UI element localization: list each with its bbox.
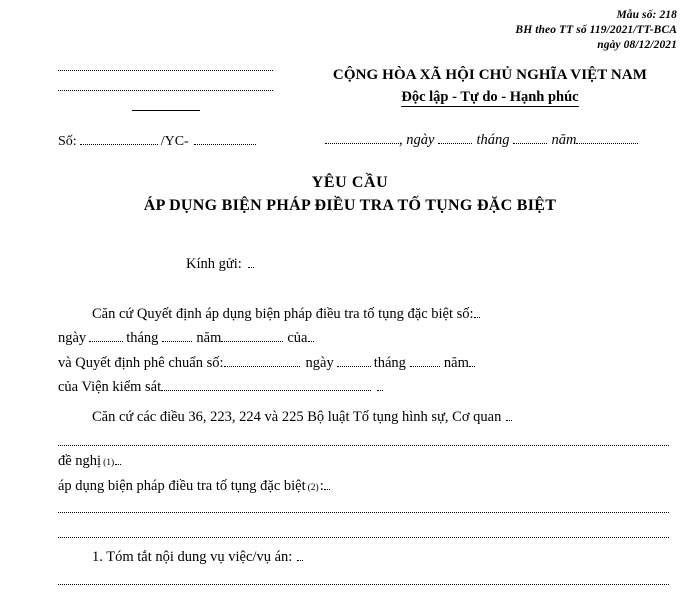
requesting-agency-input[interactable] xyxy=(506,410,512,421)
country-name: CỘNG HÒA XÃ HỘI CHỦ NGHĨA VIỆT NAM xyxy=(332,67,648,83)
section-1-label: 1. Tóm tắt nội dung vụ việc/vụ án: xyxy=(92,549,293,565)
recipient-field xyxy=(186,255,606,274)
agency-divider-rule xyxy=(132,110,200,111)
form-code-line-3: ngày 08/12/2021 xyxy=(597,39,677,51)
document-number-separator: /YC- xyxy=(160,134,189,149)
body-line-section-1 xyxy=(58,548,669,567)
form-code-line-2: BH theo TT số 119/2021/TT-BCA xyxy=(515,24,677,36)
measure-input-continued-2[interactable] xyxy=(58,537,669,538)
issuing-agency-block xyxy=(58,70,273,111)
measure-input-continued-1[interactable] xyxy=(58,512,669,513)
section-1-input-continued[interactable] xyxy=(58,584,669,585)
document-title xyxy=(0,172,700,218)
approval-year-label: năm xyxy=(443,355,469,371)
decision-day-label: ngày xyxy=(58,330,87,346)
request-target-input[interactable] xyxy=(115,454,121,465)
place-input[interactable] xyxy=(325,133,399,144)
date-day-input[interactable] xyxy=(438,133,472,144)
recipient-label: Kính gửi: xyxy=(186,256,242,272)
decision-issuer-label: của xyxy=(287,330,308,346)
legal-basis-text: Căn cứ các điều 36, 223, 224 và 225 Bộ luật Tố tụng hình sự, Cơ quan xyxy=(92,409,502,425)
body-line-approval-number xyxy=(58,354,669,373)
decision-month-input[interactable] xyxy=(162,331,192,342)
approval-basis-text: và Quyết định phê chuẩn số: xyxy=(58,355,224,371)
measure-label: áp dụng biện pháp điều tra tố tụng đặc biệt xyxy=(58,478,306,494)
decision-day-input[interactable] xyxy=(89,331,123,342)
date-year-label: năm xyxy=(551,132,577,148)
body-line-legal-basis xyxy=(58,408,669,427)
national-motto xyxy=(300,87,680,107)
recipient-input[interactable] xyxy=(248,257,254,268)
document-number-suffix-input[interactable] xyxy=(194,134,256,145)
body-line-decision-number xyxy=(58,305,669,324)
procuracy-label: của Viện kiểm sát xyxy=(58,379,162,395)
procuracy-input[interactable] xyxy=(161,380,371,391)
requesting-agency-input-continued[interactable] xyxy=(58,445,669,446)
decision-issuer-input[interactable] xyxy=(308,331,314,342)
document-title-line-2: ÁP DỤNG BIỆN PHÁP ĐIỀU TRA TỐ TỤNG ĐẶC BIỆT xyxy=(143,197,557,214)
date-month-label: tháng xyxy=(476,132,510,148)
place-date-line xyxy=(325,131,670,150)
document-number-label: Số: xyxy=(58,134,77,149)
decision-basis-text: Căn cứ Quyết định áp dụng biện pháp điều tra tố tụng đặc biệt số: xyxy=(92,306,474,322)
decision-number-input[interactable] xyxy=(474,307,480,318)
date-day-label: , ngày xyxy=(399,132,435,148)
body-line-decision-date xyxy=(58,329,669,348)
request-label: đề nghị xyxy=(58,453,102,469)
approval-month-label: tháng xyxy=(373,355,406,371)
approval-day-input[interactable] xyxy=(337,356,371,367)
body-line-request: đề nghị (1) xyxy=(58,452,669,471)
decision-year-input[interactable] xyxy=(221,331,283,342)
approval-day-label: ngày xyxy=(305,355,334,371)
measure-input[interactable] xyxy=(324,479,330,490)
section-1-input[interactable] xyxy=(297,550,303,561)
agency-name-line-1[interactable] xyxy=(58,70,273,71)
agency-name-line-2[interactable] xyxy=(58,90,273,91)
national-heading xyxy=(300,65,680,107)
document-number-field xyxy=(58,133,273,151)
form-code-line-1: Mẫu số: 218 xyxy=(616,9,677,21)
document-title-line-1: YÊU CẦU xyxy=(311,174,389,191)
form-code-block xyxy=(357,8,677,53)
body-line-procuracy xyxy=(58,378,669,397)
document-number-input[interactable] xyxy=(80,134,158,145)
body-line-measure: áp dụng biện pháp điều tra tố tụng đặc biệt (2) : xyxy=(58,477,669,496)
procuracy-input-continued[interactable] xyxy=(377,380,383,391)
measure-colon: : xyxy=(319,478,324,494)
date-year-input[interactable] xyxy=(576,133,638,144)
national-motto-text: Độc lập - Tự do - Hạnh phúc xyxy=(401,89,579,105)
decision-month-label: tháng xyxy=(126,330,159,346)
decision-year-label: năm xyxy=(196,330,222,346)
approval-month-input[interactable] xyxy=(410,356,440,367)
approval-year-input[interactable] xyxy=(469,356,475,367)
approval-number-input[interactable] xyxy=(224,356,300,367)
date-month-input[interactable] xyxy=(513,133,547,144)
